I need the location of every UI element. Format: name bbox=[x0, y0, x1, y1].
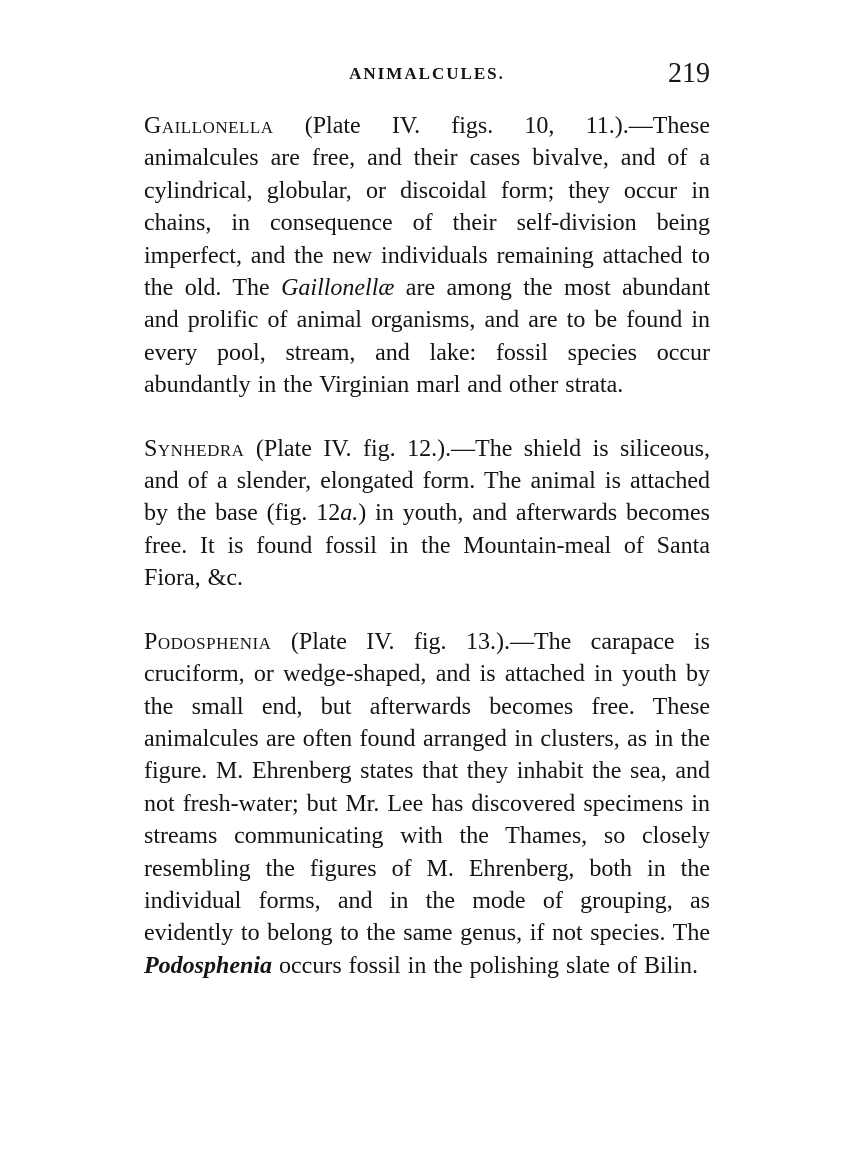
genus-name: Podosphenia bbox=[144, 628, 272, 655]
genus-name: Synhedra bbox=[144, 435, 245, 462]
italic-term: Podosphenia bbox=[144, 952, 273, 979]
paragraph-gaillonella bbox=[144, 110, 710, 402]
paragraph-text: (Plate IV. figs. 10, 11.).—These animalcules are free, and their cases bivalve, and of a cylindrical, globular, or discoidal form; they occur in chains, in consequence of their self-division being imperfect, and the new individuals remaining attached to the old. The bbox=[144, 113, 710, 302]
page-number: 219 bbox=[668, 58, 710, 89]
paragraph-text: are among the most abundant and prolific of animal organisms, and are to be found in every pool, stream, and lake: fossil species occur abundantly in the Virginian marl and other strata. bbox=[144, 275, 710, 399]
italic-term: Gaillonellæ bbox=[281, 275, 395, 302]
running-title: ANIMALCULES. bbox=[349, 64, 505, 83]
running-header bbox=[144, 58, 710, 98]
italic-term: a. bbox=[340, 500, 359, 527]
body-text bbox=[144, 110, 710, 982]
paragraph-text: (Plate IV. fig. 13.).—The carapace is cruciform, or wedge-shaped, and is attached in youth by the small end, but afterwards becomes free. These animalcules are often found arranged in clusters, as in the figure. M. Ehrenberg states that they inhabit the sea, and not fresh-water; but Mr. Lee has discovered specimens in streams communicating with the Thames, so closely resembling the figures of M. Ehrenberg, both in the individual forms, and in the mode of grouping, as evidently to belong to the same genus, if not species. The bbox=[144, 628, 710, 947]
paragraph-text: (Plate IV. fig. 12.).—The shield is siliceous, and of a slender, elongated form. The animal is attached by the base (fig. 12 bbox=[144, 435, 710, 527]
paragraph-synhedra bbox=[144, 433, 710, 595]
paragraph-text: occurs fossil in the polishing slate of Bilin. bbox=[272, 952, 698, 979]
genus-name: Gaillonella bbox=[144, 113, 274, 139]
paragraph-podosphenia bbox=[144, 626, 710, 982]
paragraph-text: ) in youth, and afterwards becomes free. It is found fossil in the Mountain-meal of Santa Fiora, &c. bbox=[144, 500, 710, 592]
